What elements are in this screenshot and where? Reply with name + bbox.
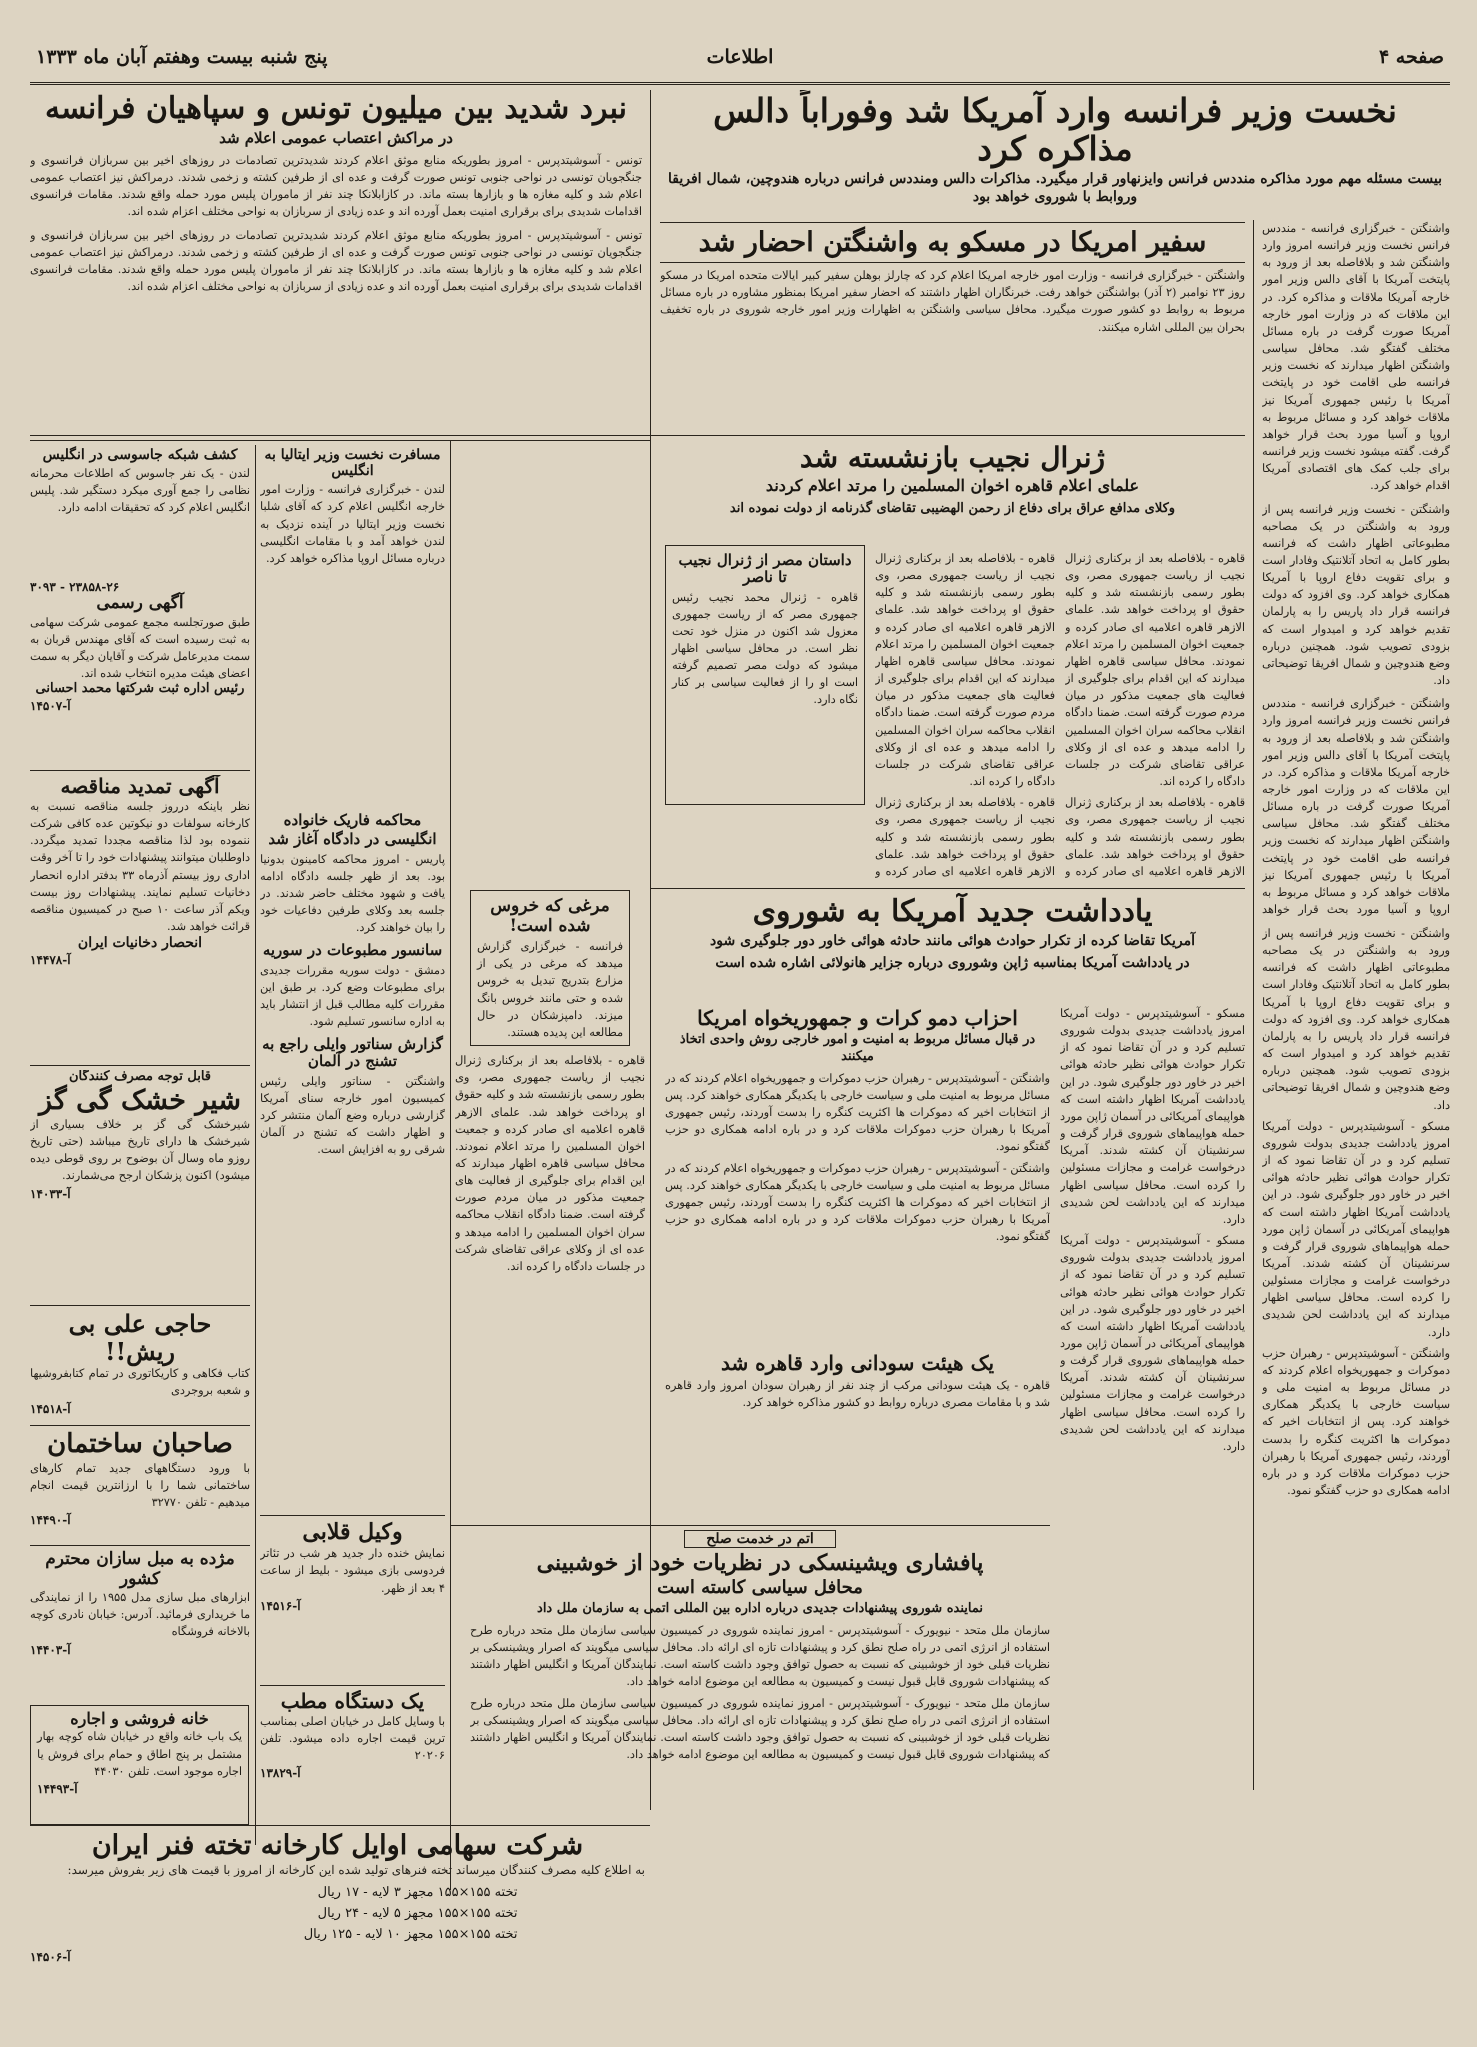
clinic-body: با وسایل کامل در خیابان اصلی بمناسب ترین قیمت اجاره داده میشود. تلفن ۲۰۲۰۶ (260, 1715, 445, 1763)
factory-price-item: تخته ۱۵۵×۱۵۵ مجهز ۵ لایه - ۲۴ ریال (317, 1906, 518, 1922)
factory-body: به اطلاع کلیه مصرف کنندگان میرساند تخته فنرهای تولید شده این کارخانه از امروز با قیمت های زیر بفروش میرسد: (67, 1863, 645, 1878)
ad-rule (30, 1425, 250, 1426)
ad-rule (30, 1065, 250, 1066)
naguib-headline: ژنرال نجیب بازنشسته شد (799, 441, 1106, 474)
tender-body: نظر باینکه درروز جلسه مناقصه نسبت به کارخانه سولفات دو نیکوتین عده کافی شرکت ننموده بود لذا مناقصه مجددا تمدید میگردد. داوطلبان میتوانند پیشنهادات خود را تا آخر وقت اداری روز بیستم آذرماه ۳۳ بدفتر اداره انحصار دخانیات تسلیم نمایند. پیشنهادات روز بیست ویکم آذر ساعت ۱۰ صبح در کمیسیون مناقصه قرائت خواهد شد. (30, 800, 250, 934)
ad-rule (30, 1825, 650, 1826)
soviet-note-header (660, 893, 1245, 1003)
owners-body: با ورود دستگاههای جدید تمام کارهای ساختمانی شما را با ارزانترین قیمت انجام میدهیم - تلفن ۳۲۷۷۰ (30, 1461, 250, 1510)
lawyer-ad (260, 1520, 445, 1680)
naguib-body-col1 (1065, 550, 1245, 880)
middle-news-col (455, 890, 645, 1520)
tunisia-body-2: تونس - آسوشیتدپرس - امروز بطوریکه منابع موثق اعلام کردند شدیدترین تصادمات در روزهای اخیر بین سربازان فرانسوی و جنگجویان تونسی در نواحی جنوبی تونس صورت گرفت و عده ای از طرفین کشته و زخمی شدند. درمراکش نیز اعتصاب عمومی اعلام شد و کلیه مغازه ها و بازارها بسته ماند. در کازابلانکا چند نفر از ماموران پلیس مورد حمله واقع شدند. مقامات فرانسوی اقدامات شدیدی برای برقراری امنیت بعمل آورده اند و عده زیادی از سربازان به نواحی مختلف اعزام شده اند. (30, 228, 642, 294)
dems-story (665, 1005, 1050, 1345)
official-notice (30, 580, 250, 765)
naguib-body-4: قاهره - بلافاصله بعد از برکناری ژنرال نجیب از ریاست جمهوری مصر، وی بطور رسمی بازنشسته شد و کلیه حقوق او پرداخت خواهد شد. علمای الازهر قاهره اعلامیه ای صادر کرده و (875, 796, 1055, 878)
soviet-note-body-text-2: مسکو - آسوشیتدپرس - دولت آمریکا امروز یادداشت جدیدی بدولت شوروی تسلیم کرد و در آن تقاضا نمود که از تکرار حوادث هوائی نظیر حادثه هوائی اخیر در خاور دور جلوگیری شود. در این یادداشت آمریکا اظهار داشته است که هواپیمای آمریکائی در آسمان ژاپن مورد حمله هواپیماهای شوروی قرار گرفت و سرنشینان آن کشته شدند. آمریکا درخواست غرامت و مجازات مسئولین را کرده است. محافل سیاسی اظهار میدارند که این یادداشت لحن شدیدی دارد. (1060, 1234, 1245, 1453)
lead-body-continued: واشنگتن - نخست وزیر فرانسه پس از ورود به واشنگتن در یک مصاحبه مطبوعاتی اظهار داشت که فرانسه بطور کامل به اتحاد آتلانتیک وفادار است و برای تقویت دفاع اروپا با آمریکا همکاری خواهد کرد. وی افزود که دولت فرانسه قرار داد پاریس را به پارلمان تقدیم خواهد کرد و امیدوار است که بزودی تصویب شود. همچنین درباره وضع هندوچین و شمال افریقا توضیحاتی داد. (1262, 502, 1450, 688)
section-rule (30, 435, 1245, 436)
section-rule (650, 888, 1245, 889)
notice-ref: ۲۳۸۵۸-۲۶ - ۳۰۹۳ (30, 580, 120, 594)
ad-rule (30, 770, 250, 771)
dems-body-2: واشنگتن - آسوشیتدپرس - رهبران حزب دموکرات و جمهوریخواه اعلام کردند که در مسائل مربوط به امنیت ملی و سیاست خارجی با یکدیگر همکاری خواهند کرد. پس از انتخابات اخیر که دموکرات ها اکثریت کنگره را بدست آوردند، رئیس جمهوری آمریکا با رهبران حزب دموکرات ملاقات کرد و در باره ادامه همکاری دو حزب گفتگو نمود. (665, 1161, 1050, 1244)
soviet-note-headline: یادداشت جدید آمریکا به شوروی (752, 894, 1153, 929)
naguib-body-3: قاهره - بلافاصله بعد از برکناری ژنرال نجیب از ریاست جمهوری مصر، وی بطور رسمی بازنشسته شد و کلیه حقوق او پرداخت خواهد شد. علمای الازهر قاهره اعلامیه ای صادر کرده و جمعیت اخوان المسلمین را مرتد اعلام نمودند. محافل سیاسی قاهره اظهار میدارند که این اقدام برای جلوگیری از فعالیت های جمعیت مذکور در میان مردم صورت گرفته است. ضمنا دادگاه انقلاب محاکمه سران اخوان المسلمین را ادامه میدهد و عده ای از وکلای عراقی تقاضای شرکت در جلسات دادگاه را کرده اند. (875, 552, 1055, 789)
milk-code: آ-۱۴۰۳۳ (30, 1186, 71, 1201)
paper-name: اطلاعات (706, 46, 774, 68)
peace-body: سازمان ملل متحد - نیویورک - آسوشیتدپرس - امروز نماینده شوروی در کمیسیون سیاسی سازمان ملل متحد درباره طرح استفاده از انرژی اتمی در راه صلح نطق کرد و پیشنهادات تازه ای ارائه داد. محافل سیاسی میگویند که اصرار ویشینسکی بر نظریات قبلی خود از خوشبینی که نسبت به حصول توافق وجود داشت کاسته است. نمایندگان آمریکا و انگلیس اظهار داشتند که پیشنهادات شوروی قابل قبول نیست و کمیسیون به مطالعه این موضوع ادامه خواهد داد. (470, 1623, 1050, 1689)
dems-sub: در قبال مسائل مربوط به امنیت و امور خارجی روش واحدی اتخاذ میکنند (679, 1032, 1036, 1064)
soviet-note-body (1060, 1005, 1245, 1560)
lawyer-title: وکیل قلابی (302, 1520, 403, 1545)
italy-body: لندن - خبرگزاری فرانسه - وزارت امور خارجه انگلیس اعلام کرد که آقای شلبا نخست وزیر ایتالیا در آینده نزدیک به لندن خواهد آمد و با مقامات انگلیسی درباره مسائل اروپا مذاکره خواهد کرد. (260, 483, 445, 565)
haji-code: آ-۱۴۵۱۸ (30, 1401, 71, 1416)
sudan-body: قاهره - یک هیئت سودانی مرکب از چند نفر از رهبران سودان امروز وارد قاهره شد و با مقامات مصری درباره روابط دو کشور مذاکره خواهد کرد. (665, 1379, 1050, 1410)
lead-story (660, 90, 1450, 215)
right-lower-col (1262, 925, 1450, 1825)
ad-rule (260, 1515, 445, 1516)
naguib-header (660, 440, 1245, 545)
house-body: یک باب خانه واقع در خیابان شاه کوچه بهار مشتمل بر پنج اطاق و حمام برای فروش یا اجاره موجود است. تلفن ۴۴۰۳۰ (37, 1730, 242, 1778)
milk-kicker: قابل توجه مصرف کنندگان (69, 1070, 211, 1084)
rooster-body: فرانسه - خبرگزاری گزارش میدهد که مرغی در یکی از مزارع بتدریج تبدیل به خروس شده و حتی مانند خروس بانگ میزند. دامپزشکان در حال مطالعه این پدیده هستند. (477, 940, 623, 1039)
ambassador-headline: سفیر امریکا در مسکو به واشنگتن احضار شد (660, 222, 1245, 263)
factory-price-list (158, 1883, 518, 1945)
senate-body: واشنگتن - سناتور وایلی رئیس کمیسیون امور خارجه سنای آمریکا گزارشی درباره وضع آلمان منتشر کرد و اظهار داشت که تشنج در آلمان شرقی رو به افزایش است. (260, 1074, 445, 1157)
furniture-body: ابزارهای مبل سازی مدل ۱۹۵۵ را از نمایندگی ما خریداری فرمائید. آدرس: خیابان نادری کوچه بالاخانه فروشگاه (30, 1591, 250, 1639)
ambassador-body: واشنگتن - خبرگزاری فرانسه - وزارت امور خارجه امریکا اعلام کرد که چارلز بوهلن سفیر کبیر ایالات متحده امریکا در مسکو روز ۲۳ نوامبر (۲ آذر) بواشنگتن خواهد رفت. خبرنگاران اظهار داشتند که احضار سفیر امریکا بمنظور مشاوره در باره مسائل مربوط به روابط دو کشور صورت میگیرد. محافل سیاسی واشنگتن به اظهارات وزیر امور خارجه شوروی در باره تخفیف بحران بین المللی اشاره میکنند. (660, 269, 1245, 334)
section-rule (450, 1525, 1050, 1526)
column-rule (450, 440, 451, 1890)
haji-body: کتاب فکاهی و کاریکاتوری در تمام کتابفروشیها و شعبه بروجردی (30, 1367, 250, 1398)
sudan-headline: یک هیئت سودانی وارد قاهره شد (720, 1351, 995, 1375)
section-rule (30, 440, 650, 441)
issue-date: پنج شنبه بیست وهفتم آبان ماه ۱۳۳۳ (36, 46, 328, 68)
tunisia-story (30, 90, 642, 445)
milk-brand: شیر خشک گی گز (39, 1084, 241, 1116)
sudan-story (665, 1350, 1050, 1520)
soviet-note-sub: آمریکا تقاضا کرده از تکرار حوادث هوائی مانند حادثه هوائی خاور دور جلوگیری شود (710, 932, 1195, 949)
trial-sub: انگلیسی در دادگاه آغاز شد (268, 830, 437, 849)
italy-headline: مسافرت نخست وزیر ایتالیا به انگلیس (264, 447, 441, 480)
lawyer-code: آ-۱۴۵۱۶ (260, 1598, 301, 1613)
tender-signer: انحصار دخانیات ایران (77, 935, 203, 952)
newspaper-page (30, 40, 1450, 2030)
tunisia-body: تونس - آسوشیتدپرس - امروز بطوریکه منابع موثق اعلام کردند شدیدترین تصادمات در روزهای اخیر بین سربازان فرانسوی و جنگجویان تونسی در نواحی جنوبی تونس صورت گرفت و عده ای از طرفین کشته و زخمی شدند. درمراکش نیز اعتصاب عمومی اعلام شد و کلیه مغازه ها و بازارها بسته ماند. در کازابلانکا چند نفر از ماموران پلیس مورد حمله واقع شدند. مقامات فرانسوی اقدامات شدیدی برای برقراری امنیت بعمل آورده اند و عده زیادی از سربازان به نواحی مختلف اعزام شده اند. (30, 154, 642, 219)
peace-headline: پافشاری ویشینسکی در نظریات خود از خوشبینی (536, 1550, 984, 1577)
notice-body: طبق صورتجلسه مجمع عمومی شرکت سهامی به ثبت رسیده است که آقای مهندس قربان به سمت مدیرعامل شرکت و آقایان دیگر به سمت اعضای هیئت مدیره انتخاب شده اند. (30, 615, 250, 681)
spy-body: لندن - یک نفر جاسوس که اطلاعات محرمانه نظامی را جمع آوری میکرد دستگیر شد. پلیس انگلیس اعلام کرد که تحقیقات ادامه دارد. (30, 467, 250, 515)
clinic-code: آ-۱۳۸۲۹ (260, 1766, 301, 1781)
notice-signer: رئیس اداره ثبت شرکتها محمد احسانی (35, 681, 245, 697)
column-rule (255, 445, 256, 1845)
right-lower-body-2: مسکو - آسوشیتدپرس - دولت آمریکا امروز یادداشت جدیدی بدولت شوروی تسلیم کرد و در آن تقاضا نمود که از تکرار حوادث هوائی نظیر حادثه هوائی اخیر در خاور دور جلوگیری شود. در این یادداشت آمریکا اظهار داشته است که هواپیمای آمریکائی در آسمان ژاپن مورد حمله هواپیماهای شوروی قرار گرفت و سرنشینان آن کشته شدند. آمریکا درخواست غرامت و مجازات مسئولین را کرده است. محافل سیاسی اظهار میدارند که این یادداشت لحن شدیدی دارد. (1262, 1119, 1450, 1339)
senate-headline: گزارش سناتور وایلی راجع به تشنج در آلمان (262, 1035, 443, 1071)
page-header (30, 40, 1450, 85)
notice-headline: آگهی رسمی (96, 593, 184, 613)
factory-price-item: تخته ۱۵۵×۱۵۵ مجهز ۱۰ لایه - ۱۲۵ ریال (303, 1926, 518, 1942)
milk-ad (30, 1070, 250, 1300)
house-ad (30, 1705, 249, 1825)
naguib-body-col2 (875, 550, 1055, 880)
ambassador-story (660, 220, 1245, 425)
factory-code: آ-۱۴۵۰۶ (30, 1949, 71, 1964)
spy-story (30, 445, 250, 575)
peace-story (470, 1530, 1050, 1830)
press-body: دمشق - دولت سوریه مقررات جدیدی برای مطبوعات وضع کرد. بر طبق این مقررات کلیه مطالب قبل از انتشار باید به اداره سانسور تسلیم شود. (260, 963, 445, 1028)
tunisia-subheadline: در مراکش اعتصاب عمومی اعلام شد (219, 128, 453, 147)
factory-title: شرکت سهامی اوایل کارخانه تخته فنر ایران (91, 1830, 584, 1861)
peace-sub: محافل سیاسی کاسته است (657, 1577, 863, 1599)
owners-code: آ-۱۴۴۹۰ (30, 1513, 71, 1528)
furniture-ad (30, 1550, 250, 1700)
factory-price-item: تخته ۱۵۵×۱۵۵ مجهز ۳ لایه - ۱۷ ریال (317, 1885, 518, 1901)
lead-headline: نخست وزیر فرانسه وارد آمریکا شد وفوراباً دالس مذاکره کرد (713, 91, 1397, 168)
naguib-side-headline: داستان مصر از ژنرال نجیب تا ناصر (678, 551, 852, 587)
owners-title: صاحبان ساختمان (47, 1430, 233, 1459)
peace-sub-2: نماینده شوروی پیشنهادات جدیدی درباره اداره بین المللی اتمی به سازمان ملل داد (537, 1601, 983, 1617)
right-lower-body: واشنگتن - نخست وزیر فرانسه پس از ورود به واشنگتن در یک مصاحبه مطبوعاتی اظهار داشت که فرانسه بطور کامل به اتحاد آتلانتیک وفادار است و برای تقویت دفاع اروپا با آمریکا همکاری خواهد کرد. وی افزود که دولت فرانسه قرار داد پاریس را به پارلمان تقدیم خواهد کرد و امیدوار است که بزودی تصویب شود. همچنین درباره وضع هندوچین و شمال افریقا توضیحاتی داد. (1262, 927, 1450, 1112)
ad-rule (30, 1545, 250, 1546)
tender-code: آ-۱۴۴۷۸ (30, 953, 71, 968)
middle-news-body: قاهره - بلافاصله بعد از برکناری ژنرال نجیب از ریاست جمهوری مصر، وی بطور رسمی بازنشسته شد و کلیه حقوق او پرداخت خواهد شد. علمای الازهر قاهره اعلامیه ای صادر کرده و جمعیت اخوان المسلمین را مرتد اعلام نمودند. محافل سیاسی قاهره اظهار میدارند که این اقدام برای جلوگیری از فعالیت های جمعیت مذکور در میان مردم صورت گرفته است. ضمنا دادگاه انقلاب محاکمه سران اخوان المسلمین را ادامه میدهد و عده ای از وکلای عراقی تقاضای شرکت در جلسات دادگاه را کرده اند. (455, 1054, 645, 1273)
spy-headline: کشف شبکه جاسوسی در انگلیس (42, 447, 238, 463)
tender-headline: آگهی تمدید مناقصه (60, 775, 220, 798)
clinic-ad (260, 1690, 445, 1810)
soviet-note-body-text: مسکو - آسوشیتدپرس - دولت آمریکا امروز یادداشت جدیدی بدولت شوروی تسلیم کرد و در آن تقاضا نمود که از تکرار حوادث هوائی نظیر حادثه هوائی اخیر در خاور دور جلوگیری شود. در این یادداشت آمریکا اظهار داشته است که هواپیمای آمریکائی در آسمان ژاپن مورد حمله هواپیماهای شوروی قرار گرفت و سرنشینان آن کشته شدند. آمریکا درخواست غرامت و مجازات مسئولین را کرده است. محافل سیاسی اظهار میدارند که این یادداشت لحن شدیدی دارد. (1060, 1007, 1245, 1226)
soviet-note-sub-2: در یادداشت آمریکا بمناسبه ژاپن وشوروی درباره جزایر هانولائی اشاره شده است (715, 954, 1190, 971)
dems-body: واشنگتن - آسوشیتدپرس - رهبران حزب دموکرات و جمهوریخواه اعلام کردند که در مسائل مربوط به امنیت ملی و سیاست خارجی با یکدیگر همکاری خواهند کرد. پس از انتخابات اخیر که دموکرات ها اکثریت کنگره را بدست آوردند، رئیس جمهوری آمریکا با رهبران حزب دموکرات ملاقات کرد و در باره ادامه همکاری دو حزب گفتگو نمود. (665, 1071, 1050, 1154)
press-headline: سانسور مطبوعات در سوریه (262, 941, 443, 960)
lead-subheadline: بیست مسئله مهم مورد مذاکره منددس فرانس وایزنهاور قرار میگیرد. مذاکرات دالس ومنددس فرانس درباره هندوچین، شمال افریقا وروابط با شوروی خواهد بود (668, 170, 1442, 206)
lead-body-column (1262, 220, 1450, 920)
tunisia-headline: نبرد شدید بین میلیون تونس و سپاهیان فرانسه (44, 91, 627, 126)
haji-ad (30, 1310, 250, 1420)
factory-ad (30, 1830, 645, 2025)
naguib-subheadline: علمای اعلام قاهره اخوان المسلمین را مرتد اعلام کردند (765, 476, 1140, 496)
house-title: خانه فروشی و اجاره (70, 1709, 209, 1728)
ad-rule (260, 1685, 445, 1686)
notice-code: آ-۱۴۵۰۷ (30, 699, 71, 714)
trial-headline: محاکمه فاریک خانواده (283, 811, 422, 829)
furniture-title: مژده به مبل سازان محترم کشور (45, 1550, 235, 1589)
naguib-subheadline-2: وکلای مدافع عراق برای دفاع از رحمن الهضیبی تقاضای گذرنامه از دولت نموده اند (729, 500, 1176, 516)
naguib-side-body: قاهره - ژنرال محمد نجیب رئیس جمهوری مصر که از ریاست جمهوری معزول شد اکنون در منزل خود تحت نظر است. در محافل سیاسی اظهار میشود که دولت مصر تصمیم گرفته است او را از فعالیت سیاسی بر کنار نگاه دارد. (672, 590, 858, 707)
trial-body: پاریس - امروز محاکمه کامینون بدونیا بود. بعد از ظهر جلسه دادگاه ادامه یافت و شهود مختلف حاضر شدند. در جلسه بعد وکلای طرفین دفاعیات خود را بیان خواهند کرد. (260, 852, 445, 935)
owners-ad (30, 1430, 250, 1540)
peace-kicker: اتم در خدمت صلح (684, 1530, 836, 1548)
tender-ad (30, 775, 250, 1060)
right-lower-body-3: واشنگتن - آسوشیتدپرس - رهبران حزب دموکرات و جمهوریخواه اعلام کردند که در مسائل مربوط به امنیت ملی و سیاست خارجی با یکدیگر همکاری خواهند کرد. پس از انتخابات اخیر که دموکرات ها اکثریت کنگره را بدست آوردند، رئیس جمهوری آمریکا با رهبران حزب دموکرات ملاقات کرد و در باره ادامه همکاری دو حزب گفتگو نمود. (1262, 1346, 1450, 1497)
column-rule (1253, 220, 1254, 1790)
peace-body-2: سازمان ملل متحد - نیویورک - آسوشیتدپرس - امروز نماینده شوروی در کمیسیون سیاسی سازمان ملل متحد درباره طرح استفاده از انرژی اتمی در راه صلح نطق کرد و پیشنهادات تازه ای ارائه داد. محافل سیاسی میگویند که اصرار ویشینسکی بر نظریات قبلی خود از خوشبینی که نسبت به حصول توافق وجود داشت کاسته است. نمایندگان آمریکا و انگلیس اظهار داشتند که پیشنهادات شوروی قابل قبول نیست و کمیسیون به مطالعه این موضوع ادامه خواهد داد. (470, 1696, 1050, 1762)
milk-body: شیرخشک گی گز بر خلاف بسیاری از شیرخشک ها دارای تاریخ میباشد (حتی تاریخ روزو ماه وسال آن بوضوح بر روی قوطی دیده میشود) اکنون پزشکان ارجح می‌شمارند. (30, 1117, 250, 1183)
naguib-box (665, 545, 865, 810)
inner-news-col (260, 810, 445, 1510)
naguib-body: قاهره - بلافاصله بعد از برکناری ژنرال نجیب از ریاست جمهوری مصر، وی بطور رسمی بازنشسته شد و کلیه حقوق او پرداخت خواهد شد. علمای الازهر قاهره اعلامیه ای صادر کرده و جمعیت اخوان المسلمین را مرتد اعلام نمودند. محافل سیاسی قاهره اظهار میدارند که این اقدام برای جلوگیری از فعالیت های جمعیت مذکور در میان مردم صورت گرفته است. ضمنا دادگاه انقلاب محاکمه سران اخوان المسلمین را ادامه میدهد و عده ای از وکلای عراقی تقاضای شرکت در جلسات دادگاه را کرده اند. (1065, 552, 1245, 789)
clinic-title: یک دستگاه مطب (280, 1690, 425, 1713)
page-number: صفحه ۴ (1378, 46, 1444, 68)
italy-story (260, 445, 445, 805)
lead-body: واشنگتن - خبرگزاری فرانسه - منددس فرانس نخست وزیر فرانسه امروز وارد واشنگتن شد و بلافاصله بعد از ورود به پایتخت آمریکا با آقای دالس وزیر امور خارجه آمریکا ملاقات و مذاکره کرد. در این ملاقات که در وزارت امور خارجه آمریکا صورت گرفت در باره مسائل مختلف گفتگو شد. محافل سیاسی واشنگتن اظهار میدارند که نخست وزیر فرانسه طی اقامت خود در پایتخت آمریکا با رئیس جمهوری آمریکا نیز ملاقات خواهد کرد و مسائل مربوط به اروپا و آسیا مورد بحث قرار خواهد گرفت. گفته میشود نخست وزیر فرانسه برای جلب کمک های اقتصادی آمریکا اقدام خواهد کرد. (1262, 222, 1450, 493)
dems-headline: احزاب دمو کرات و جمهوریخواه امریکا (697, 1006, 1018, 1030)
lawyer-body: نمایش خنده دار جدید هر شب در تئاتر فردوسی بازی میشود - بلیط از ساعت ۴ بعد از ظهر. (260, 1547, 445, 1595)
naguib-body-2: قاهره - بلافاصله بعد از برکناری ژنرال نجیب از ریاست جمهوری مصر، وی بطور رسمی بازنشسته شد و کلیه حقوق او پرداخت خواهد شد. علمای الازهر قاهره اعلامیه ای صادر کرده و (1065, 796, 1245, 878)
haji-title: حاجی علی بی ریش!! (68, 1310, 212, 1366)
lead-body-continued-2: واشنگتن - خبرگزاری فرانسه - منددس فرانس نخست وزیر فرانسه امروز وارد واشنگتن شد و بلافاصله بعد از ورود به پایتخت آمریکا با آقای دالس وزیر امور خارجه آمریکا ملاقات و مذاکره کرد. در این ملاقات که در وزارت امور خارجه آمریکا صورت گرفت در باره مسائل مختلف گفتگو شد. محافل سیاسی واشنگتن اظهار میدارند که نخست وزیر فرانسه طی اقامت خود در پایتخت آمریکا با رئیس جمهوری آمریکا نیز ملاقات خواهد کرد و مسائل مربوط به اروپا و آسیا مورد بحث قرار خواهد (1262, 697, 1450, 917)
rooster-headline: مرغی که خروس شده است! (490, 896, 610, 936)
furniture-code: آ-۱۴۴۰۳ (30, 1642, 71, 1657)
ad-rule (30, 1305, 250, 1306)
house-code: آ-۱۴۴۹۳ (37, 1781, 78, 1796)
